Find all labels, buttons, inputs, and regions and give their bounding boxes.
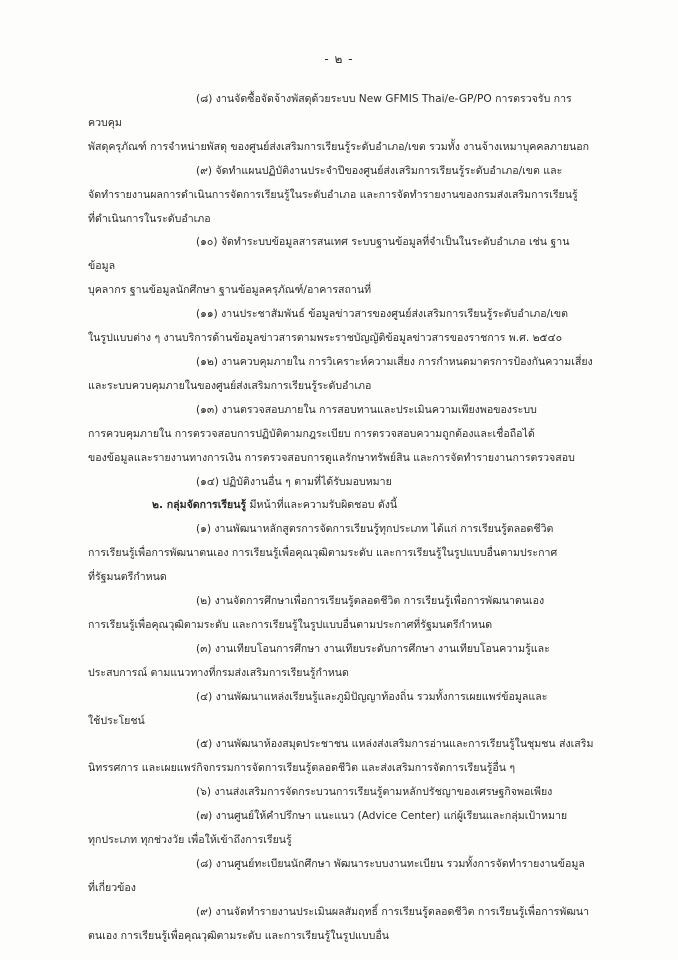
- list-item: [88, 781, 594, 805]
- section-heading: [88, 494, 594, 518]
- list-item: [88, 733, 594, 781]
- text-line: การเรียนรู้เพื่อคุณวุฒิตามระดับ และการเรียนรู้ในรูปแบบอื่นตามประกาศที่รัฐมนตรีกำหนด: [88, 618, 493, 631]
- list-item: [88, 160, 594, 232]
- text-line: (๑๔) ปฏิบัติงานอื่น ๆ ตามที่ได้รับมอบหมาย: [196, 475, 392, 488]
- text-line: ของข้อมูลและรายงานทางการเงิน การตรวจสอบการดูแลรักษาทรัพย์สิน และการจัดทำรายงานการตรวจสอบ: [88, 451, 575, 464]
- list-item: [88, 805, 594, 853]
- text-line: ในรูปแบบต่าง ๆ งานบริการด้านข้อมูลข่าวสารตามพระราชบัญญัติข้อมูลข่าวสารของราชการ พ.ศ. ๒๕๔๐: [88, 332, 563, 345]
- list-item: [88, 399, 594, 471]
- text-line: (๘) งานจัดซื้อจัดจ้างพัสดุด้วยระบบ New GFMIS Thai/e-GP/PO การตรวจรับ การควบคุม: [88, 93, 572, 129]
- text-line: ทุกประเภท ทุกช่วงวัย เพื่อให้เข้าถึงการเรียนรู้: [88, 834, 292, 847]
- text-line: นิทรรศการ และเผยแพร่กิจกรรมการจัดการเรียนรู้ตลอดชีวิต และส่งเสริมการจัดการเรียนรู้อื่น ๆ: [88, 762, 516, 775]
- text-line: พัสดุครุภัณฑ์ การจำหน่ายพัสดุ ของศูนย์ส่งเสริมการเรียนรู้ระดับอำเภอ/เขต รวมทั้ง งานจ้างเหมาบุคคลภายนอก: [88, 140, 590, 153]
- text-line: (๗) งานศูนย์ให้คำปรึกษา แนะแนว (Advice Center) แก่ผู้เรียนและกลุ่มเป้าหมาย: [196, 810, 568, 823]
- text-line: การควบคุมภายใน การตรวจสอบการปฏิบัติตามกฎระเบียบ การตรวจสอบความถูกต้องและเชื่อถือได้: [88, 427, 535, 440]
- text-line: ที่รัฐมนตรีกำหนด: [88, 571, 167, 584]
- text-line: (๑๒) งานควบคุมภายใน การวิเคราะห์ความเสี่ยง การกำหนดมาตรการป้องกันความเสี่ยง: [196, 355, 593, 368]
- text-line: และระบบควบคุมภายในของศูนย์ส่งเสริมการเรียนรู้ระดับอำเภอ: [88, 379, 372, 392]
- text-line: (๓) งานเทียบโอนการศึกษา งานเทียบระดับการศึกษา งานเทียบโอนความรู้และ: [196, 642, 550, 655]
- text-line: ที่เกี่ยวข้อง: [88, 881, 136, 894]
- list-item: [88, 518, 594, 590]
- list-item: [88, 638, 594, 686]
- text-line: (๑) งานพัฒนาหลักสูตรการจัดการเรียนรู้ทุกประเภท ได้แก่ การเรียนรู้ตลอดชีวิต: [196, 523, 554, 536]
- list-item: [88, 303, 594, 351]
- list-item: [88, 853, 594, 901]
- text-line: (๔) งานพัฒนาแหล่งเรียนรู้และภูมิปัญญาท้องถิ่น รวมทั้งการเผยแพร่ข้อมูลและ: [196, 690, 548, 703]
- text-line: (๘) งานศูนย์ทะเบียนนักศึกษา พัฒนาระบบงานทะเบียน รวมทั้งการจัดทำรายงานข้อมูล: [196, 858, 585, 870]
- list-item: [88, 901, 594, 949]
- text-line: บุคลากร ฐานข้อมูลนักศึกษา ฐานข้อมูลครุภัณฑ์/อาคารสถานที่: [88, 284, 372, 297]
- text-line: (๑๐) จัดทำระบบข้อมูลสารสนเทศ ระบบฐานข้อมูลที่จำเป็นในระดับอำเภอ เช่น ฐานข้อมูล: [88, 236, 570, 273]
- text-line: (๖) งานส่งเสริมการจัดกระบวนการเรียนรู้ตามหลักปรัชญาของเศรษฐกิจพอเพียง: [196, 786, 553, 799]
- list-item: [88, 231, 594, 303]
- text-line: (๙) งานจัดทำรายงานประเมินผลสัมฤทธิ์ การเรียนรู้ตลอดชีวิต การเรียนรู้เพื่อการพัฒนา: [196, 905, 590, 918]
- text-line: จัดทำรายงานผลการดำเนินการจัดการเรียนรู้ในระดับอำเภอ และการจัดทำรายงานของกรมส่งเสริมการเรียนรู้: [88, 188, 578, 201]
- text-line: การเรียนรู้เพื่อการพัฒนาตนเอง การเรียนรู้เพื่อคุณวุฒิตามระดับ และการเรียนรู้ในรูปแบบอื่นตามประกาศ: [88, 547, 558, 560]
- text-line: ตนเอง การเรียนรู้เพื่อคุณวุฒิตามระดับ และการเรียนรู้ในรูปแบบอื่น: [88, 929, 389, 942]
- list-item: [88, 351, 594, 399]
- document-body: [88, 88, 594, 949]
- list-item: [88, 88, 594, 160]
- text-line: ประสบการณ์ ตามแนวทางที่กรมส่งเสริมการเรียนรู้กำหนด: [88, 666, 349, 679]
- list-item: [88, 471, 594, 495]
- list-item: [88, 590, 594, 638]
- text-line: (๑๑) งานประชาสัมพันธ์ ข้อมูลข่าวสารของศูนย์ส่งเสริมการเรียนรู้ระดับอำเภอ/เขต: [196, 308, 568, 321]
- section-title: ๒. กลุ่มจัดการเรียนรู้: [152, 499, 247, 512]
- text-line: (๒) งานจัดการศึกษาเพื่อการเรียนรู้ตลอดชีวิต การเรียนรู้เพื่อการพัฒนาตนเอง: [196, 595, 545, 608]
- section-subtitle: มีหน้าที่และความรับผิดชอบ ดังนี้: [246, 499, 398, 512]
- text-line: ใช้ประโยชน์: [88, 714, 145, 727]
- text-line: ที่ดำเนินการในระดับอำเภอ: [88, 212, 211, 225]
- text-line: (๑๓) งานตรวจสอบภายใน การสอบทานและประเมินความเพียงพอของระบบ: [196, 403, 537, 416]
- text-line: (๕) งานพัฒนาห้องสมุดประชาชน แหล่งส่งเสริมการอ่านและการเรียนรู้ในชุมชน ส่งเสริม: [196, 738, 594, 751]
- page-number: - ๒ -: [324, 52, 354, 66]
- list-item: [88, 686, 594, 734]
- text-line: (๙) จัดทำแผนปฏิบัติงานประจำปีของศูนย์ส่งเสริมการเรียนรู้ระดับอำเภอ/เขต และ: [196, 164, 563, 177]
